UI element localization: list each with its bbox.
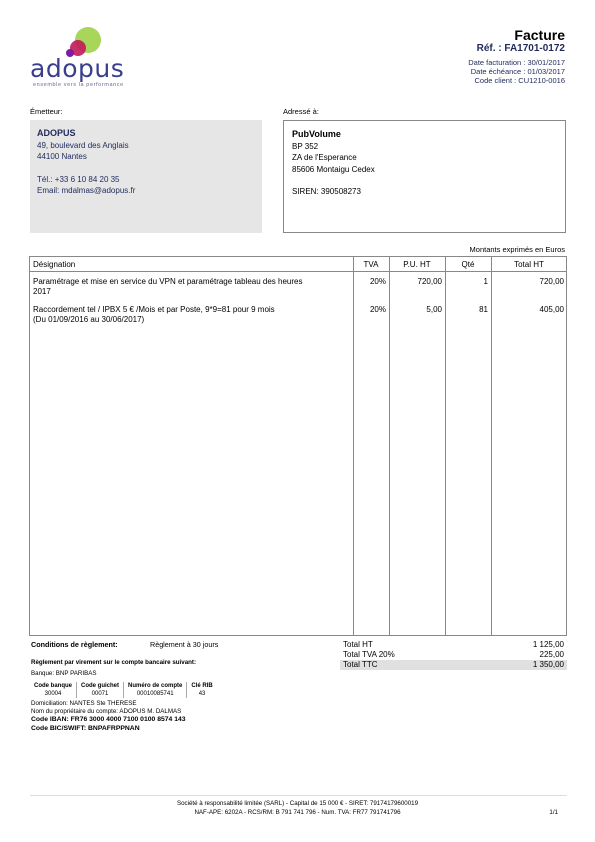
branch-code-value: 00071: [77, 690, 124, 698]
bank-name: Banque: BNP PARIBAS: [31, 670, 97, 677]
bank-code-value: 30004: [44, 691, 62, 697]
emitter-label: Émetteur:: [30, 107, 63, 116]
date-echeance: Date échéance : 01/03/2017: [470, 67, 565, 76]
header-qte: Qté: [461, 260, 475, 269]
emitter-address2: 44100 Nantes: [37, 152, 87, 161]
bank-code-header: Code banque: [34, 683, 73, 689]
rib-key-value: 43: [187, 690, 217, 698]
total-tva-row: [340, 650, 567, 660]
emitter-address1: 49, boulevard des Anglais: [37, 140, 129, 150]
header-pu-ht: P.U. HT: [403, 260, 431, 269]
account-number-header: Numéro de compte: [124, 682, 187, 690]
account-owner: Nom du propriétaire du compte: ADOPUS M. DALMAS: [31, 708, 182, 715]
logo-word: adopus: [30, 54, 125, 83]
row2-pu-ht: 5,00: [426, 305, 442, 314]
date-facturation: Date facturation : 30/01/2017: [468, 58, 565, 67]
domiciliation: Domiciliation: NANTES Ste THERESE: [31, 700, 137, 707]
row2-tva: 20%: [369, 305, 386, 314]
header-tva: TVA: [363, 260, 379, 269]
row1-total-ht: 720,00: [539, 277, 564, 286]
recipient-address2: ZA de l'Esperance: [292, 153, 357, 162]
total-ttc-row: [340, 660, 567, 670]
emitter-email: Email: mdalmas@adopus.fr: [37, 186, 136, 195]
row1-tva: 20%: [369, 277, 386, 286]
invoice-lines-table: [29, 256, 567, 636]
recipient-box: [283, 120, 566, 233]
iban: Code IBAN: FR76 3000 4000 7100 0100 8574 143: [31, 716, 186, 723]
row1-designation-line2: 2017: [33, 287, 51, 296]
branch-code-header: Code guichet: [77, 682, 124, 690]
emitter-name: ADOPUS: [37, 128, 76, 138]
rib-key-header: Clé RIB: [187, 682, 217, 690]
invoice-reference: Réf. : FA1701-0172: [476, 43, 565, 54]
row2-designation-line1: Raccordement tel / IPBX 5 € /Mois et par Poste, 9*9=81 pour 9 mois: [33, 305, 275, 314]
document-title: Facture: [514, 27, 565, 43]
row2-designation-line2: (Du 01/09/2016 au 30/06/2017): [33, 315, 145, 324]
emitter-phone: Tél.: +33 6 10 84 20 35: [37, 174, 120, 184]
emitter-box: [30, 120, 262, 233]
bank-details-table: [30, 682, 217, 698]
recipient-address3: 85606 Montaigu Cedex: [292, 164, 375, 174]
row1-qte: 1: [483, 277, 488, 286]
row1-designation-line1: Paramétrage et mise en service du VPN et paramétrage tableau des heures: [33, 277, 303, 286]
total-ttc-value: 1 350,00: [532, 660, 564, 669]
header-total-ht: Total HT: [514, 260, 544, 269]
total-ttc-label: Total TTC: [343, 660, 378, 669]
bic-swift: Code BIC/SWIFT: BNPAFRPPNAN: [31, 725, 140, 732]
conditions-label: Conditions de règlement:: [31, 640, 118, 649]
total-tva-label: Total TVA 20%: [343, 650, 395, 659]
page-number: 1/1: [549, 809, 558, 816]
row2-qte: 81: [479, 305, 488, 314]
recipient-siren: SIREN: 390508273: [292, 187, 361, 196]
total-ht-value: 1 125,00: [532, 640, 564, 649]
footer-line2: NAF-APE: 6202A - RCS/RM: B 791 741 796 - Num. TVA: FR77 791741796: [194, 809, 401, 816]
transfer-label: Règlement par virement sur le compte bancaire suivant:: [31, 659, 197, 666]
header-designation: Désignation: [33, 260, 76, 269]
row1-pu-ht: 720,00: [417, 277, 442, 286]
conditions-value: Règlement à 30 jours: [150, 640, 219, 649]
recipient-label: Adressé à:: [283, 107, 319, 116]
recipient-address1: BP 352: [292, 141, 319, 151]
footer-divider: [30, 795, 567, 796]
total-ht-label: Total HT: [343, 640, 373, 649]
account-number-value: 00010085741: [124, 690, 187, 698]
currency-note: Montants exprimés en Euros: [469, 245, 565, 254]
total-tva-value: 225,00: [539, 650, 564, 659]
recipient-name: PubVolume: [292, 129, 341, 139]
footer-line1: Société à responsabilité limitée (SARL) - Capital de 15 000 € - SIRET: 79174179600019: [176, 800, 419, 807]
total-ht-row: [340, 640, 567, 650]
logo-tagline: ensemble vers la performance: [33, 82, 124, 88]
row2-total-ht: 405,00: [539, 305, 564, 314]
code-client: Code client : CU1210-0016: [474, 76, 565, 85]
